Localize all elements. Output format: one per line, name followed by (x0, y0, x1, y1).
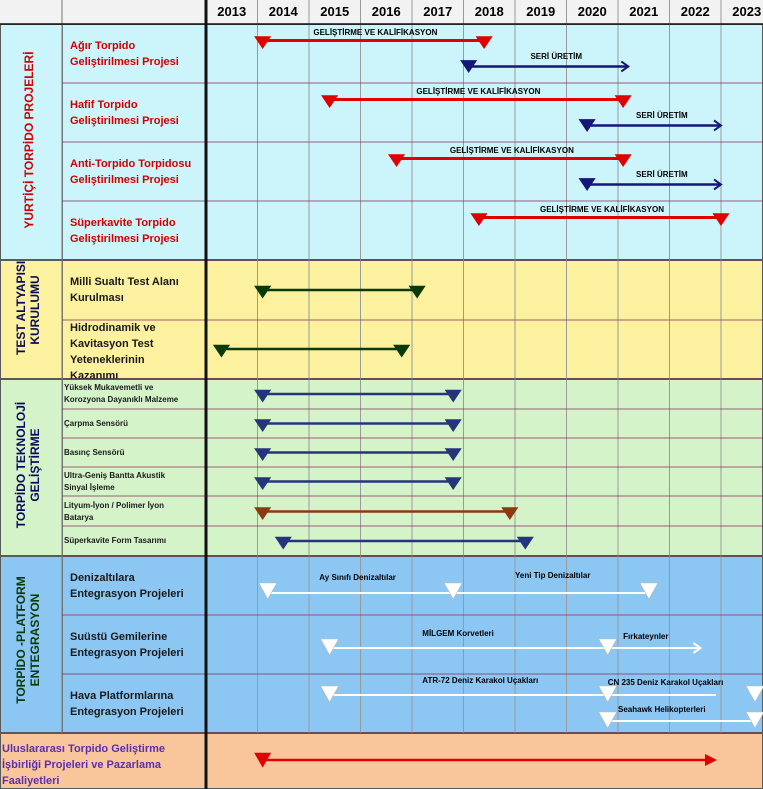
milestone-end-marker (445, 390, 461, 402)
row-label-0-line0: Ağır Torpido (70, 39, 136, 52)
uluslararasi-arrowhead (705, 754, 717, 766)
group-label-teknoloji-line1: TORPİDO TEKNOLOJİ (14, 401, 28, 529)
phase-label-gelistirme: GELİŞTİRME VE KALİFİKASYON (416, 86, 541, 96)
integration-label-seahawk: Seahawk Helikopterleri (618, 705, 706, 714)
phase-label-seri: SERİ ÜRETİM (530, 52, 583, 62)
year-label-2015: 2015 (320, 4, 350, 19)
bottom-label-line3: Faaliyetleri (2, 775, 60, 787)
phase-label-gelistirme: GELİŞTİRME VE KALİFİKASYON (539, 204, 664, 214)
year-label-2023: 2023 (732, 4, 762, 19)
year-label-2018: 2018 (474, 4, 504, 19)
row-label-5-line2: Yeteneklerinin (70, 354, 145, 366)
integration-start-marker (259, 583, 277, 599)
row-label-5-line3: Kazanımı (70, 370, 119, 382)
group-label-test-line2: KURULUMU (28, 275, 42, 345)
integration-label-cn235: CN 235 Deniz Karakol Uçakları (607, 678, 724, 687)
milestone-start-marker (275, 537, 291, 549)
row-label-11-line0: Süperkavite Form Tasarımı (64, 536, 167, 545)
milestone-end-marker (476, 37, 492, 49)
row-label-4-line0: Milli Sualtı Test Alanı (70, 276, 179, 288)
row-label-8-line0: Basınç Sensörü (64, 447, 125, 457)
integration-label-firkateyn: Fırkateynler (623, 632, 669, 641)
milestone-start-marker (471, 214, 487, 226)
row-label-5-line0: Hidrodinamik ve (70, 322, 156, 334)
row-label-1-line0: Hafif Torpido (70, 98, 138, 111)
milestone-end-marker (713, 214, 729, 226)
row-label-9-line0: Ultra-Geniş Bantta Akustik (64, 470, 166, 480)
group-label-test-line1: TEST ALTYAPISI (14, 260, 28, 355)
group-label-teknoloji-line2: GELİŞTİRME (28, 428, 42, 502)
row-label-2-line1: Geliştirilmesi Projesi (70, 173, 179, 186)
year-label-2013: 2013 (217, 4, 247, 19)
phase-label-seri: SERİ ÜRETİM (636, 170, 688, 180)
bottom-label-line2: İşbirliği Projeleri ve Pazarlama (2, 759, 161, 771)
milestone-end-marker (517, 537, 533, 549)
year-label-2020: 2020 (577, 4, 607, 19)
integration-end-marker (640, 583, 658, 599)
row-label-14-line1: Entegrasyon Projeleri (70, 705, 184, 718)
phase-label-gelistirme: GELİŞTİRME VE KALİFİKASYON (449, 145, 574, 155)
integration-mid-marker (444, 583, 462, 599)
phase-label-gelistirme: GELİŞTİRME VE KALİFİKASYON (313, 27, 438, 37)
row-label-6-line0: Yüksek Mukavemetli ve (64, 383, 154, 392)
milestone-start-marker (389, 155, 405, 167)
row-label-1-line1: Geliştirilmesi Projesi (70, 114, 179, 127)
row-label-10-line1: Batarya (64, 512, 94, 522)
row-label-5-line1: Kavitasyon Test (70, 338, 154, 350)
integration-end-marker (746, 686, 763, 702)
phase-label-seri: SERİ ÜRETİM (636, 111, 688, 121)
milestone-end-marker (445, 478, 461, 490)
milestone-start-marker (322, 96, 338, 108)
milestone-end-marker (445, 420, 461, 432)
row-label-2-line0: Anti-Torpido Torpidosu (70, 157, 192, 170)
row-label-10-line0: Lityum-İyon / Polimer İyon (64, 500, 165, 510)
integration-label-yeni: Yeni Tip Denizaltılar (515, 571, 591, 580)
row-label-6-line1: Korozyona Dayanıklı Malzeme (64, 395, 179, 404)
group-label-platform-line2: ENTEGRASYON (28, 593, 42, 687)
year-label-2017: 2017 (423, 4, 453, 19)
year-label-2021: 2021 (629, 4, 659, 19)
row-label-4-line1: Kurulması (70, 292, 124, 304)
milestone-end-marker (394, 345, 410, 357)
milestone-start-marker (213, 345, 229, 357)
row-label-3-line1: Geliştirilmesi Projesi (70, 232, 179, 245)
bottom-label-line1: Uluslararası Torpido Geliştirme (2, 743, 166, 755)
row-label-3-line0: Süperkavite Torpido (70, 216, 176, 229)
row-label-13-line0: Suüstü Gemilerine (70, 630, 168, 643)
integration-label-milgem: MİLGEM Korvetleri (422, 629, 494, 638)
integration-label-ay: Ay Sınıfı Denizaltılar (319, 573, 396, 582)
row-label-9-line1: Sinyal İşleme (64, 482, 115, 492)
row-label-12-line0: Denizaltılara (70, 571, 135, 584)
year-label-2016: 2016 (371, 4, 401, 19)
milestone-end-marker (445, 449, 461, 461)
year-label-2019: 2019 (526, 4, 556, 19)
group-label-platform-line1: TORPİDO -PLATFORM (14, 576, 28, 704)
group-label-yurtici: YURTİÇİ TORPİDO PROJELERİ (22, 51, 36, 229)
row-label-14-line0: Hava Platformlarına (70, 689, 174, 702)
integration-label-atr: ATR-72 Deniz Karakol Uçakları (422, 676, 539, 685)
row-label-12-line1: Entegrasyon Projeleri (70, 587, 184, 600)
row-label-7-line0: Çarpma Sensörü (64, 418, 129, 428)
year-label-2014: 2014 (268, 4, 298, 19)
year-label-2022: 2022 (680, 4, 710, 19)
row-label-0-line1: Geliştirilmesi Projesi (70, 55, 179, 68)
row-label-13-line1: Entegrasyon Projeleri (70, 646, 184, 659)
